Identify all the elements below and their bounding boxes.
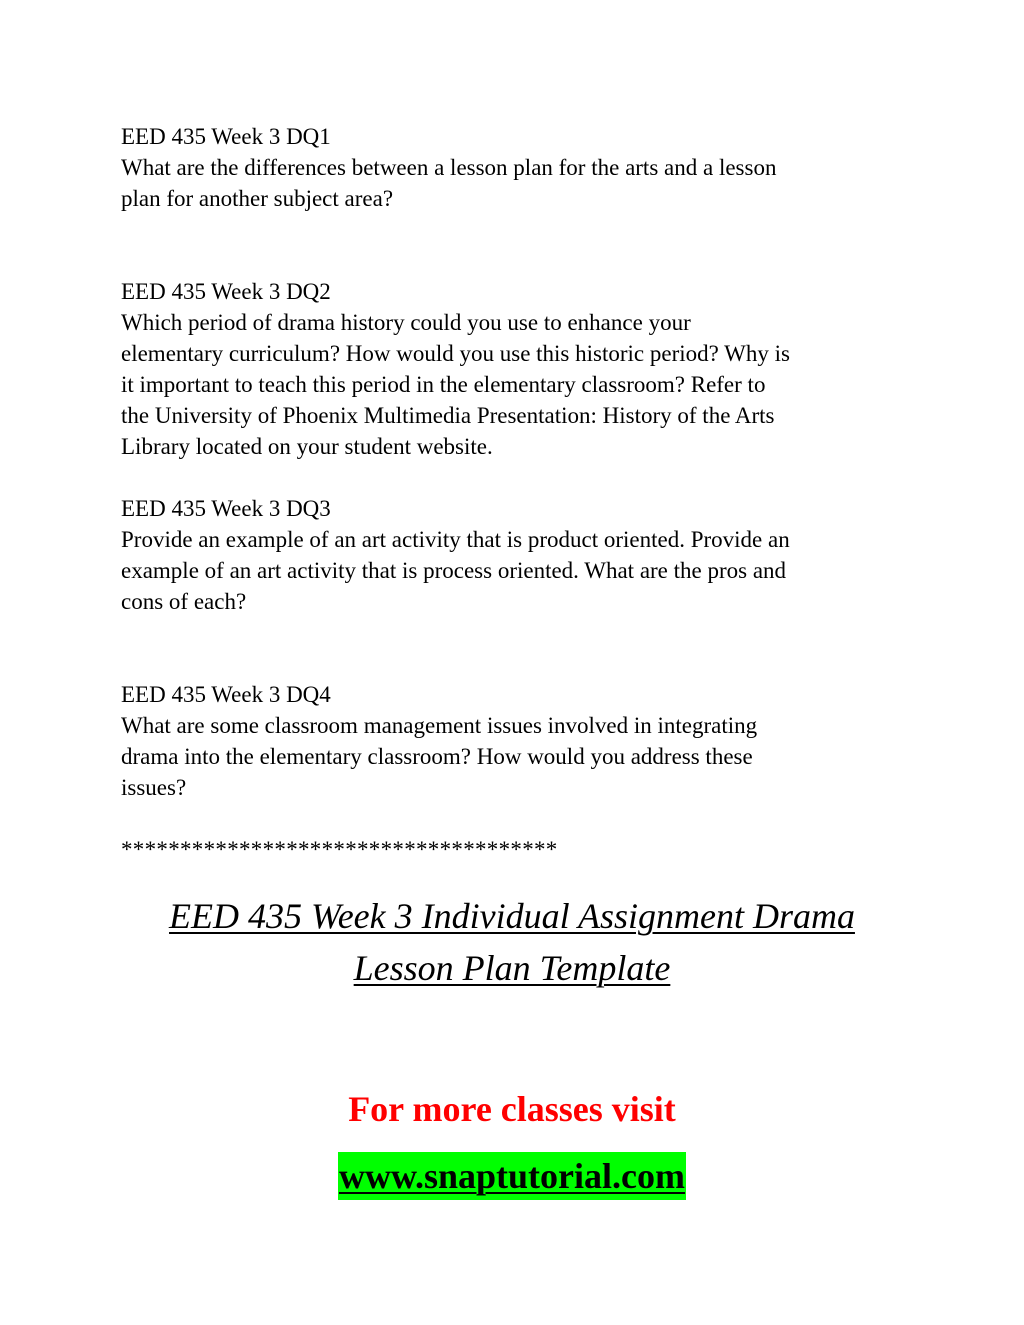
- dq3-heading: EED 435 Week 3 DQ3: [121, 496, 331, 521]
- website-link[interactable]: www.snaptutorial.com: [338, 1152, 686, 1200]
- dq2-line-4: the University of Phoenix Multimedia Presentation: History of the Arts: [121, 403, 775, 428]
- dq1-line-2: plan for another subject area?: [121, 186, 394, 211]
- assignment-title-line-2: Lesson Plan Template: [353, 948, 671, 988]
- dq4-line-2: drama into the elementary classroom? How would you address these: [121, 744, 753, 769]
- dq2-line-2: elementary curriculum? How would you use this historic period? Why is: [121, 341, 790, 366]
- dq1-heading: EED 435 Week 3 DQ1: [121, 124, 331, 149]
- dq1-block: [121, 121, 911, 214]
- dq3-block: [121, 493, 911, 617]
- dq2-line-5: Library located on your student website.: [121, 434, 493, 459]
- visit-text: For more classes visit: [348, 1089, 676, 1129]
- dq3-line-3: cons of each?: [121, 589, 247, 614]
- dq3-line-2: example of an art activity that is process oriented. What are the pros and: [121, 558, 787, 583]
- dq2-line-3: it important to teach this period in the elementary classroom? Refer to: [121, 372, 766, 397]
- dq4-line-3: issues?: [121, 775, 187, 800]
- assignment-title-link[interactable]: [100, 890, 924, 994]
- dq4-line-1: What are some classroom management issues involved in integrating: [121, 713, 758, 738]
- dq2-line-1: Which period of drama history could you use to enhance your: [121, 310, 691, 335]
- website-link-wrapper: [0, 1152, 1024, 1200]
- dq2-block: [121, 276, 911, 462]
- dq4-heading: EED 435 Week 3 DQ4: [121, 682, 331, 707]
- dq2-heading: EED 435 Week 3 DQ2: [121, 279, 331, 304]
- dq3-line-1: Provide an example of an art activity that is product oriented. Provide an: [121, 527, 790, 552]
- assignment-title-line-1: EED 435 Week 3 Individual Assignment Drama: [169, 896, 855, 936]
- separator: *************************************: [121, 837, 558, 862]
- dq4-block: [121, 679, 911, 803]
- discussion-questions: [121, 121, 911, 865]
- dq1-line-1: What are the differences between a lesson plan for the arts and a lesson: [121, 155, 777, 180]
